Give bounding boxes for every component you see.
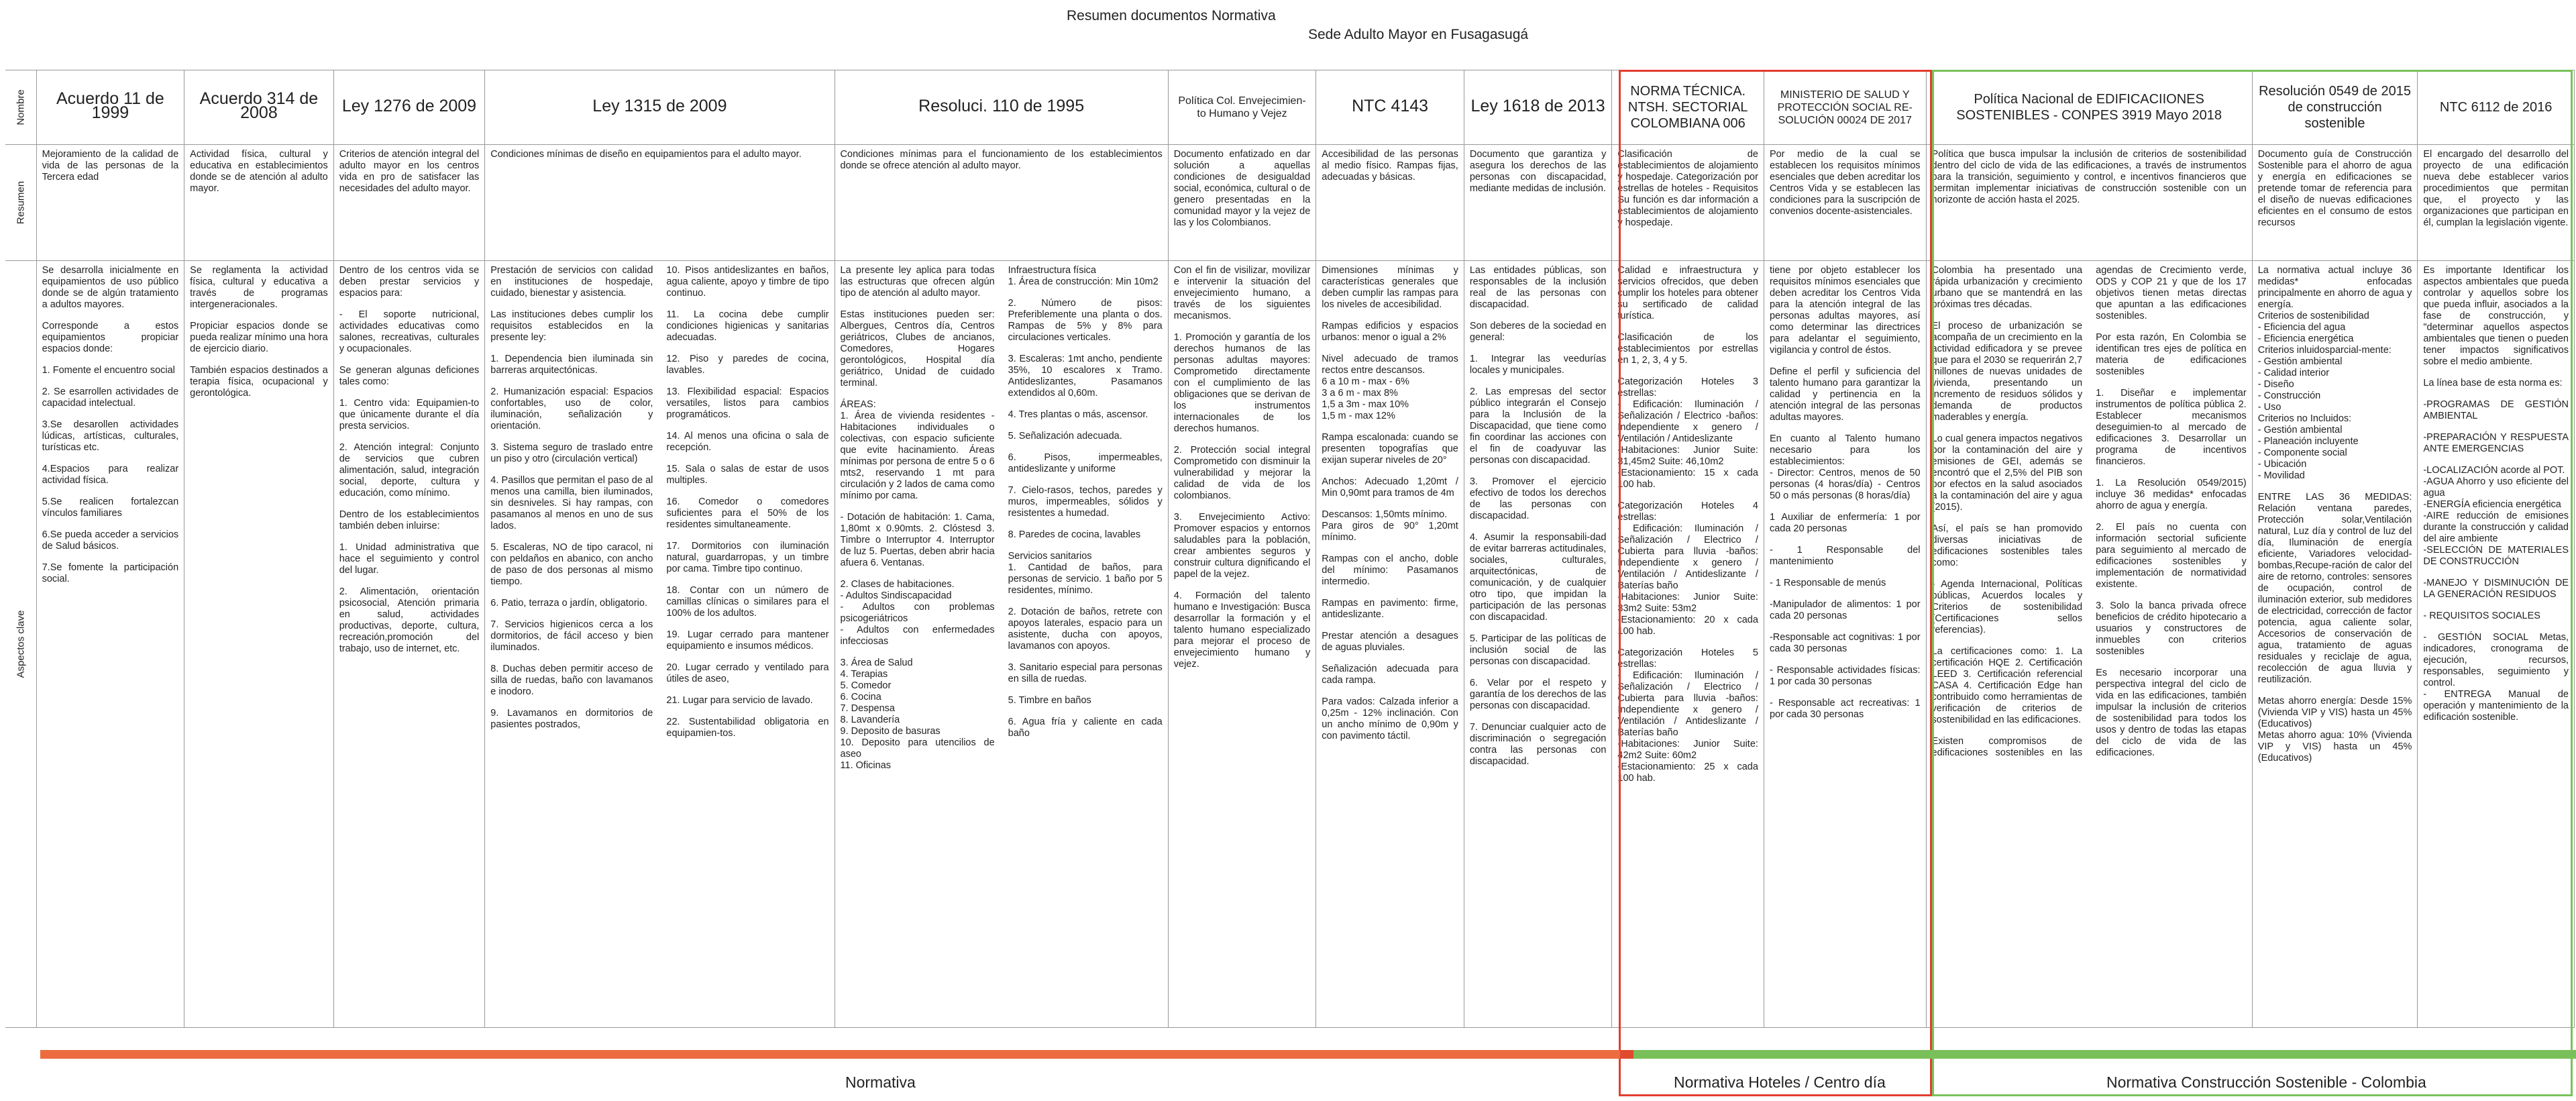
column-name-8: [1612, 70, 1764, 145]
column-title: NTC 6112 de 2016: [2439, 100, 2553, 115]
key-aspects-row: [5, 261, 2575, 1028]
column-name-3: [485, 70, 835, 145]
aspects-cell-7: [1464, 261, 1612, 1028]
column-title: Resolución 0549 de 2015 de construcción sostenible: [2259, 84, 2411, 131]
aspect-item: Dentro de los establecimientos también deben inluirse:: [339, 509, 480, 531]
aspect-item: -Manipulador de alimentos: 1 por cada 20 personas: [1769, 599, 1921, 621]
aspect-item: 3. Promover el ejercicio efectivo de todos los derechos de las personas con discapacidad.: [1469, 476, 1607, 521]
aspect-item: 15. Sala o salas de estar de usos multiples.: [666, 464, 829, 486]
aspect-item: Clasificación de los establecimientos por estrellas en 1, 2, 3, 4 y 5.: [1617, 332, 1758, 366]
aspects-cell-11: [2252, 261, 2418, 1028]
aspect-item: Se desarrolla inicialmente en equipamientos de uso público donde se de algún tratamiento a adultos mayores.: [42, 265, 179, 310]
aspects-cell-1: [184, 261, 334, 1028]
aspect-item: La normativa actual incluye 36 medidas* enfocadas principalmente en ahorro de agua y energía. Criterios de sostenibilidad - Eficiencia del agua - Eficiencia energética Criterios inluidosparcial-mente: - Gestión ambiental - Calidad interior - Diseño - Construcción - Uso Criterios no Incluidos: - Gestión ambiental - Planeación incluyente - Componente social - Ubicación - Movilidad: [2257, 265, 2412, 481]
aspect-item: Anchos: Adecuado 1,20mt / Min 0,90mt para tramos de 4m: [1322, 476, 1458, 499]
aspect-item: 1. Promoción y garantía de los derechos humanos de las personas adultas mayores: Comprometido directamente con el cumplimiento de las obligaciones que se derivan de los instrumentos internacionales de los derechos humanos.: [1173, 332, 1311, 434]
summary-cell-12: [2418, 145, 2575, 261]
aspect-item: - 1 Responsable de menús: [1769, 578, 1886, 588]
aspect-item: Con el fin de visilizar, movilizar e intervenir la situación del envejecimiento humano, a través de los siguientes mecanismos.: [1173, 265, 1311, 321]
summary-text: Documento que garantiza y asegura los derechos de las personas con discapacidad, mediante medidas de inclusión.: [1469, 149, 1607, 194]
aspect-item: ENTRE LAS 36 MEDIDAS: Relación ventana paredes, Protección solar,Ventilación natural, Luz día y control de luz del día, Iluminación de energía eficiente, Variadores velocidad-bombas,Recupe-ración de calor del aire de retorno, controles: sensores de ocupación, control de iluminación exterior, sub medidores de electricidad, corrección de factor potencia, agua caliente solar, Accesorios de conservación de agua, tratamiento de aguas residuales y reciclaje de agua, recolección de agua lluvia y reutilización.: [2257, 492, 2412, 685]
summary-cell-4: [835, 145, 1168, 261]
column-title: Resoluci. 110 de 1995: [918, 96, 1085, 115]
aspect-item: Es importante Identificar los aspectos ambientales que pueda controlar y aquellos sobre los que pueda influir, asociados a la fase de construcción, y "determinar aquellos aspectos ambientales que tienen o pueden tener impactos significativos sobre el medio ambiente.: [2423, 265, 2569, 367]
aspect-item: 12. Piso y paredes de cocina, lavables.: [666, 354, 829, 376]
aspects-cell-6: [1316, 261, 1464, 1028]
column-name-4: [835, 70, 1168, 145]
aspect-item: Rampas edificios y espacios urbanos: menor o igual a 2%: [1322, 321, 1458, 343]
aspect-item: 6. Agua fría y caliente en cada baño: [1008, 717, 1163, 739]
aspect-item: - GESTIÓN SOCIAL Metas, indicadores, cronograma de ejecución, recursos, responsables, seguimiento y control. - ENTREGA Manual de operación y mantenimiento de la edificación sostenible.: [2423, 632, 2569, 723]
aspect-item: 20. Lugar cerrado y ventilado para útiles de aseo,: [666, 662, 829, 684]
aspect-item: Colombia ha presentado una rápida urbanización y crecimiento urbano que se mantendrá en las próximas tres décadas.: [1931, 265, 2083, 310]
aspect-item: - El soporte nutricional, actividades educativas como salones, recreativas, culturales y ocupacionales.: [339, 309, 480, 354]
column-name-7: [1464, 70, 1612, 145]
aspect-item: 7. Cielo-rasos, techos, paredes y muros, impermeables, sólidos y resistentes a humedad.: [1008, 485, 1163, 519]
aspect-item: 14. Al menos una oficina o sala de recepción.: [666, 431, 829, 453]
aspect-item: 1. Fomente el encuentro social: [42, 365, 175, 376]
aspect-item: 5. Timbre en baños: [1008, 695, 1091, 706]
aspect-item: Es necesario incorporar una perspectiva integral del ciclo de vida en las edificaciones, también impulsar la inclusión de criterios de sostenibilidad para todos los usos y dentro de todas las etapas del ciclo de vida de las edificaciones.: [2096, 668, 2247, 758]
aspect-item: Por esta razón, En Colombia se identifican tres ejes de política en materia de edificaciones sostenibles: [2096, 332, 2247, 377]
aspect-item: También espacios destinados a terapia física, ocupacional y gerontológica.: [190, 365, 328, 399]
summary-text: Política que busca impulsar la inclusión de criterios de sostenibilidad dentro del ciclo de vida de las edificaciones, a través de instrumentos para la transición, seguimiento y control, e incentivos financieros que permitan implementar iniciativas de construcción sostenible con un horizonte de acción hasta el 2025.: [1931, 149, 2247, 205]
summary-cell-7: [1464, 145, 1612, 261]
aspect-item: 22. Sustentabilidad obligatoria en equipamien-tos.: [666, 717, 829, 739]
row-label-aspectos: Aspectos clave: [5, 261, 36, 1028]
column-name-10: [1926, 70, 2252, 145]
aspect-item: 10. Pisos antideslizantes en baños, agua caliente, apoyo y timbre de tipo continuo.: [666, 265, 829, 299]
aspect-item: El proceso de urbanización se acompaña de un crecimiento en la actividad edificadora y se prevee que para el 2030 se requerirán 2,7 millones de nuevas unidades de vivienda, presentando un incremento de residuos sólidos y demanda de productos maderables y energía.: [1931, 321, 2083, 423]
summary-text: Por medio de la cual se establecen los requisitos mínimos esenciales que deben acreditar los Centros Vida y se establecen las condiciones para la suscripción de convenios docente-asistenciales.: [1769, 149, 1921, 217]
aspects-cell-9: [1764, 261, 1926, 1028]
aspect-item: 9. Lavamanos en dormitorios de pasientes postrados,: [490, 708, 653, 730]
normativa-bar: [40, 1050, 1620, 1059]
aspect-item: - Dotación de habitación: 1. Cama, 1,80mt x 0.90mts. 2. Clóstesd 3. Timbre o Interruptor 4. Interruptor de luz 5. Puertas, deben abrir hacia afuera 6. Ventanas.: [840, 512, 995, 568]
summary-cell-10: [1926, 145, 2252, 261]
aspect-item: 13. Flexibilidad espacial: Espacios versatiles, listos para cambios programáticos.: [666, 386, 829, 420]
aspect-item: Propiciar espacios donde se pueda realizar mínimo una hora de ejercicio diario.: [190, 321, 328, 354]
aspects-cell-5: [1168, 261, 1316, 1028]
aspect-item: 1. La Resolución 0549/2015) incluye 36 medidas* enfocadas ahorro de agua y energía.: [2096, 478, 2247, 511]
aspect-item: 4. Asumir la responsabili-dad de evitar barreras actitudinales, sociales, culturales, arquitectónicas, de comunicación, y de cualquier otro tipo, que impidan la participación de las personas con discapacidad.: [1469, 532, 1607, 623]
aspect-item: 7. Servicios higienicos cerca a los dormitorios, de fácil acceso y bien iluminados.: [490, 619, 653, 653]
aspect-item: 2. Las empresas del sector público integrarán el Consejo para la Inclusión de la Discapacidad, que tiene como fin coordinar las acciones con el fin de coadyuvar las personas con discapacidad.: [1469, 386, 1607, 466]
aspect-item: 6.Se pueda acceder a servicios de Salud básicos.: [42, 529, 179, 552]
aspect-item: 3. Solo la banca privada ofrece beneficios de crédito hipotecario a usuarios y constructores de inmuebles con criterios sostenibles: [2096, 600, 2247, 657]
summary-cell-1: [184, 145, 334, 261]
summary-text: Clasificación de establecimientos de alojamiento y hospedaje. Categorización por estrellas de hoteles - Requisitos Su función es dar información a establecimientos de alojamiento y hospedaje.: [1617, 149, 1758, 228]
summary-text: Condiciones mínimas de diseño en equipamientos para el adulto mayor.: [490, 149, 802, 160]
summary-cell-2: [333, 145, 485, 261]
summary-text: El encargado del desarrollo del proyecto de una edificación nueva debe establecer varios procedimientos que permitan que, el proyecto y las organizaciones que participan en él, cumplan la legislación vigente.: [2423, 149, 2569, 228]
aspect-item: 2. Atención integral: Conjunto de servicios que cubren alimentación, salud, integración social, deporte, cultura y educación, como mínimo.: [339, 442, 480, 499]
aspect-item: 19. Lugar cerrado para mantener equipamiento e insumos médicos.: [666, 629, 829, 651]
column-name-6: [1316, 70, 1464, 145]
aspect-item: ÁREAS: 1. Área de vivienda residentes - Habitaciones individuales o colectivas, con espacio suficiente que evite hacinamiento. Áreas mínimas por persona de entre 5 o 6 mts2, reservando 1 mt para circulación y 2 lados de cama como mínimo por cama.: [840, 399, 995, 501]
aspect-item: 6. Velar por el respeto y garantía de los derechos de las personas con discapacidad.: [1469, 678, 1607, 711]
aspect-item: 7. Denunciar cualquier acto de discriminación o segregación contra las personas con discapacidad.: [1469, 722, 1607, 767]
summary-cell-8: [1612, 145, 1764, 261]
aspect-item: 3. Envejecimiento Activo: Promover espacios y entornos saludables para la población, crear ambientes seguros y construir cultura dignificando el papel de la vejez.: [1173, 512, 1311, 580]
aspect-item: 2. Humanización espacial: Espacios confortables, uso de color, iluminación, señalización y orientación.: [490, 386, 653, 431]
aspects-cell-3: [485, 261, 835, 1028]
summary-text: Mejoramiento de la calidad de vida de las personas de la Tercera edad: [42, 149, 179, 182]
aspect-item: 4. Tres plantas o más, ascensor.: [1008, 409, 1148, 420]
aspect-item: Metas ahorro energía: Desde 15% (Vivienda VIP y VIS) hasta un 45% (Educativos) Metas ahorro agua: 10% (Vivienda VIP y VIS) hasta un 45% (Educativos): [2257, 696, 2412, 764]
aspect-item: tiene por objeto establecer los requisitos mínimos esenciales que deben acreditar los Centros Vida para la atención integral de las personas adultas mayores, así como determinar las directrices para adelantar el seguimiento, vigilancia y control de éstos.: [1769, 265, 1921, 356]
column-title: Ley 1618 de 2013: [1470, 96, 1605, 115]
column-name-1: [184, 70, 334, 145]
aspect-item: Rampas con el ancho, doble del mínimo: Pasamanos intermedio.: [1322, 554, 1458, 587]
column-title: Ley 1276 de 2009: [341, 96, 477, 115]
aspect-item: Así, el país se han promovido diversas iniciativas de edificaciones sostenibles tales como:: [1931, 523, 2083, 568]
aspect-item: 2. Número de pisos: Preferiblemente una planta o dos. Rampas de 5% y 8% para circulaciones verticales.: [1008, 298, 1163, 343]
summary-text: Criterios de atención integral del adulto mayor en los centros vida en pro de satisfacer las necesidades del adulto mayor.: [339, 149, 480, 194]
aspect-item: La línea base de esta norma es:: [2423, 378, 2563, 388]
column-name-12: [2418, 70, 2575, 145]
column-name-0: [36, 70, 184, 145]
aspect-item: 2. El país no cuenta con información sectorial suficiente para seguimiento al mercado de edificaciones sostenibles y implementación de normatividad existente.: [2096, 522, 2247, 590]
aspect-item: 3.Se desarollen actividades lúdicas, artísticas, culturales, turísticas etc.: [42, 419, 179, 453]
aspect-item: 1. Integrar las veedurías locales y municipales.: [1469, 354, 1607, 376]
aspect-item: Calidad e infraestructura y servicios ofrecidos, que deben cumplir los hoteles para obtener su sertificado de calidad turística.: [1617, 265, 1758, 321]
aspects-cell-4: [835, 261, 1168, 1028]
title-block: [0, 3, 2576, 50]
aspect-item: 2. Se esarrollen actividades de capacidad intelectual.: [42, 386, 179, 409]
aspect-item: Nivel adecuado de tramos rectos entre descansos. 6 a 10 m - max - 6% 3 a 6 m - max 8% 1,5 a 3m - max 10% 1,5 m - max 12%: [1322, 354, 1458, 421]
aspect-item: Para vados: Calzada inferior a 0,25m - 12% inclinación. Con un ancho mínimo de 0,90m y con pavimento táctil.: [1322, 696, 1458, 741]
summary-cell-6: [1316, 145, 1464, 261]
summary-row: [5, 145, 2575, 261]
sustainable-bar: [1633, 1050, 2576, 1059]
aspect-item: 7.Se fomente la participación social.: [42, 562, 179, 584]
aspect-item: Estas instituciones pueden ser: Albergues, Centros día, Centros geriátricos, Clubes de ancianos, Comedores, Hogares gerontológicos, Hospital día geriátrico, Unidad de cuidado terminal.: [840, 309, 995, 388]
column-title: Acuerdo 11 de 1999: [56, 89, 164, 122]
summary-text: Actividad física, cultural y educativa en establecimientos donde se de atención al adulto mayor.: [190, 149, 328, 194]
aspect-item: 5.Se realicen fortalezcan vínculos familiares: [42, 496, 179, 519]
aspect-item: 1. Centro vida: Equipamien-to que únicamente durante el día presta servicios.: [339, 398, 480, 431]
column-title: Política Nacional de EDIFICACIIONES SOSTENIBLES - CONPES 3919 Mayo 2018: [1956, 92, 2222, 123]
aspect-item: 2. Alimentación, orientación psicosocial, Atención primaria en salud, actividades productivas, deporte, cultura, recreación,promoción del trabajo, uso de internet, etc.: [339, 586, 480, 654]
footer-hoteles: Normativa Hoteles / Centro día: [1674, 1073, 1886, 1091]
aspect-item: Rampas en pavimento: firme, antideslizante.: [1322, 598, 1458, 620]
aspect-item: 5. Escaleras, NO de tipo caracol, ni con peldaños en abanico, con ancho de paso de dos personas al mismo tiempo.: [490, 542, 653, 587]
summary-cell-0: [36, 145, 184, 261]
aspect-item: 6. Patio, terraza o jardín, obligatorio.: [490, 598, 647, 609]
normativa-table: [5, 70, 2575, 1028]
aspect-item: 4. Pasillos que permitan el paso de al menos una camilla, bien iluminados, sin desniveles. Si hay rampas, con pasamanos al menos en uno de sus lados.: [490, 475, 653, 531]
aspect-item: 3. Área de Salud 4. Terapias 5. Comedor 6. Cocina 7. Despensa 8. Lavandería 9. Deposito de basuras 10. Deposito para utencilios de aseo 11. Oficinas: [840, 658, 995, 771]
aspect-item: Descansos: 1,50mts mínimo. Para giros de 90° 1,20mt mínimo.: [1322, 509, 1458, 543]
aspects-cell-2: [333, 261, 485, 1028]
aspect-item: 4. Formación del talento humano e Investigación: Busca desarrollar la formación y el talento humano especializado para mejorar el proceso de envejecimiento humano y vejez.: [1173, 590, 1311, 670]
aspect-item: -PREPARACIÓN Y RESPUESTA ANTE EMERGENCIAS: [2423, 432, 2569, 454]
aspect-item: 2. Protección social integral Comprometido con disminuir la vulnerabilidad y mejorar la calidad de vida de los colombianos.: [1173, 445, 1311, 501]
column-name-2: [333, 70, 485, 145]
aspect-item: 4.Espacios para realizar actividad física.: [42, 464, 179, 486]
aspect-item: La presente ley aplica para todas las estructuras que ofrecen algún tipo de atención al adulto mayor.: [840, 265, 995, 299]
summary-cell-5: [1168, 145, 1316, 261]
column-title: NTC 4143: [1352, 96, 1429, 115]
aspect-item: Rampa escalonada: cuando se presenten topografías que exijan superar niveles de 20°: [1322, 432, 1458, 466]
footer-sostenible: Normativa Construcción Sostenible - Colombia: [2106, 1073, 2426, 1091]
aspect-item: Categorización Hoteles 5 estrellas: - Edificación: Iluminación / Señalización / Electrico / Cubierta para lluvia -baños: Independiente x genero / Ventilación / Antideslizante / Baterías baño -Habitaciones: Junior Suite: 42m2 Suite: 60m2 -Estacionamiento: 25 x cada 100 hab.: [1617, 647, 1758, 784]
aspect-item: 5. Participar de las políticas de inclusión social de las personas con discapacidad.: [1469, 633, 1607, 667]
aspect-item: Lo cual genera impactos negativos por la contaminación del aire y emisiones de GEI, además se encontró que el 2,5% del PIB son por efectos en la salud asociados a la contaminación del aire y agua (2015).: [1931, 433, 2083, 513]
aspect-item: 16. Comedor o comedores suficientes para el 50% de los residentes simultaneamente.: [666, 496, 829, 530]
aspect-item: -Responsable act cognitivas: 1 por cada 30 personas: [1769, 632, 1921, 654]
aspect-item: La certificaciones como: 1. La certificación HQE 2. Certificación LEED 3. Certificación referencial CASA 4. Certificación Edge han contribuido como herramientas de verificación de criterios de sostenibilidad en las edificaciones.: [1931, 646, 2083, 725]
aspects-cell-12: [2418, 261, 2575, 1028]
aspect-item: 6. Pisos, impermeables, antideslizante y uniforme: [1008, 452, 1163, 474]
aspect-item: - REQUISITOS SOCIALES: [2423, 611, 2540, 621]
aspect-item: 17. Dormitorios con iluminación natural, guardarropas, y un timbre por cama. Timbre tipo continuo.: [666, 541, 829, 574]
summary-text: Accesibilidad de las personas al medio físico. Rampas fijas, adecuadas y básicas.: [1322, 149, 1458, 182]
aspect-item: Categorización Hoteles 4 estrellas: - Edificación: Iluminación / Señalización / Electrico / Cubierta para lluvia -baños: Independiente x genero / Ventilación / Antideslizante / Baterías baño -Habitaciones: Junior Suite: 33m2 Suite: 53m2 -Estacionamiento: 20 x cada 100 hab.: [1617, 501, 1758, 637]
column-name-9: [1764, 70, 1926, 145]
aspect-item: En cuanto al Talento humano necesario para los establecimientos: - Director: Centros, menos de 50 personas (4 horas/día) - Centros 50 o más personas (8 horas/día): [1769, 433, 1921, 501]
aspect-item: Prestación de servicios con calidad en instituciones de hospedaje, cuidado, bienestar y asistencia.: [490, 265, 653, 299]
aspect-item: Se reglamenta la actividad física, cultural y educativa a través de programas intergeneracionales.: [190, 265, 328, 310]
summary-cell-3: [485, 145, 835, 261]
aspect-item: Categorización Hoteles 3 estrellas: - Edificación: Iluminación / Señalización / Electrico -baños: Independiente x genero / Ventilación / Antideslizante -Habitaciones: Junior Suite: 31,45m2 Suite: 46,10m2 -Estacionamiento: 15 x cada 100 hab.: [1617, 376, 1758, 490]
aspect-item: - Agenda Internacional, Políticas públicas, Acuerdos locales y Criterios de sostenibilidad (Certificaciones sellos referencias).: [1931, 579, 2083, 635]
column-name-11: [2252, 70, 2418, 145]
document-subtitle: Sede Adulto Mayor en Fusagasugá: [1308, 27, 1529, 42]
aspect-item: 21. Lugar para servicio de lavado.: [666, 695, 813, 706]
aspects-cell-8: [1612, 261, 1764, 1028]
footer-normativa: Normativa: [845, 1073, 916, 1091]
aspect-item: Infraestructura física 1. Área de construcción: Min 10m2: [1008, 265, 1159, 287]
summary-cell-11: [2252, 145, 2418, 261]
aspect-item: - Responsable actividades físicas: 1 por cada 30 personas: [1769, 665, 1921, 687]
aspect-item: 5. Señalización adecuada.: [1008, 431, 1122, 441]
aspect-item: 3. Sanitario especial para personas en silla de ruedas.: [1008, 662, 1163, 684]
aspect-item: Servicios sanitarios 1. Cantidad de baños, para personas de servicio. 1 baño por 5 residentes, mínimo.: [1008, 551, 1163, 596]
aspect-item: Prestar atención a desagues de aguas pluviales.: [1322, 631, 1458, 653]
aspect-item: Dentro de los centros vida se deben prestar servicios y espacios para:: [339, 265, 480, 299]
aspect-item: Señalización adecuada para cada rampa.: [1322, 664, 1458, 686]
hotels-bar: [1620, 1050, 1633, 1059]
summary-cell-9: [1764, 145, 1926, 261]
aspect-item: -PROGRAMAS DE GESTIÓN AMBIENTAL: [2423, 399, 2569, 421]
column-title: Política Col. Envejecimien-to Humano y Vejez: [1178, 95, 1306, 119]
aspect-item: 1. Unidad administrativa que hace el seguimiento y control del lugar.: [339, 542, 480, 576]
aspect-item: 3. Sistema seguro de traslado entre un piso y otro (circulación vertical): [490, 442, 653, 464]
document-title: Resumen documentos Normativa: [1067, 8, 1276, 23]
aspects-cell-10: [1926, 261, 2252, 1028]
aspect-item: 1. Dependencia bien iluminada sin barreras arquitectónicas.: [490, 354, 653, 376]
aspect-item: 2. Dotación de baños, retrete con apoyos laterales, espacio para un asistente, ducha con apoyos, lavamanos con apoyos.: [1008, 607, 1163, 651]
names-row: [5, 70, 2575, 145]
summary-text: Condiciones mínimas para el funcionamiento de los establecimientos donde se ofrece atención al adulto mayor.: [840, 149, 1163, 171]
aspect-item: Corresponde a estos equipamientos propiciar espacios donde:: [42, 321, 179, 354]
row-label-nombre: Nombre: [5, 70, 36, 145]
category-bars: [40, 1050, 2576, 1059]
aspect-item: Son deberes de la sociedad en general:: [1469, 321, 1607, 343]
aspect-item: -MANEJO Y DISMINUCIÓN DE LA GENERACIÓN RESIDUOS: [2423, 578, 2569, 600]
aspect-item: 18. Contar con un número de camillas clínicas o similares para el 100% de los adultos.: [666, 585, 829, 619]
aspect-item: 3. Escaleras: 1mt ancho, pendiente 35%, 10 escalores x Tramo. Antideslizantes, Pasamanos extendidos al 0,60m.: [1008, 354, 1163, 399]
aspect-item: 1. Diseñar e implementar instrumentos de política pública 2. Establecer mecanismos deseguimien-to al mercado de edificaciones 3. Desarrollar un programa de incentivos financieros.: [2096, 388, 2247, 467]
aspect-item: 8. Duchas deben permitir acceso de silla de ruedas, baño con lavamanos e inodoro.: [490, 664, 653, 697]
aspect-item: Dimensiones mínimas y características generales que deben cumplir las rampas para los niveles de accesibilidad.: [1322, 265, 1458, 310]
aspect-item: 1 Auxiliar de enfermería: 1 por cada 20 personas: [1769, 512, 1921, 534]
aspect-item: - 1 Responsable del mantenimiento: [1769, 545, 1921, 567]
column-title: Acuerdo 314 de 2008: [199, 89, 319, 122]
aspect-item: 8. Paredes de cocina, lavables: [1008, 529, 1141, 540]
aspect-item: Se generan algunas deficiones tales como:: [339, 365, 480, 387]
summary-text: Documento enfatizado en dar solución a aquellas condiciones de desigualdad social, económica, cultural o de genero presentadas en la comunidad mayor y la vejez de las y los Colombianos.: [1173, 149, 1311, 228]
aspect-item: Existen compromisos de edificaciones sostenibles en las agendas de Crecimiento verde, ODS y COP 21 y que de los 17 objetivos tienen metas directas que apuntan a las edificaciones sostenibles.: [1931, 265, 2247, 758]
aspects-cell-0: [36, 261, 184, 1028]
aspect-item: 2. Clases de habitaciones. - Adultos Sindiscapacidad - Adultos con problemas psicogeriátricos - Adultos con enfermedades infecciosas: [840, 579, 995, 647]
aspect-item: Las instituciones debes cumplir los requisitos establecidos en la presente ley:: [490, 309, 653, 343]
row-label-resumen: Resumen: [5, 145, 36, 261]
column-title: Ley 1315 de 2009: [592, 96, 727, 115]
aspect-item: 11. La cocina debe cumplir condiciones higienicas y sanitarias adecuadas.: [666, 309, 829, 343]
aspect-item: - Responsable act recreativas: 1 por cada 30 personas: [1769, 698, 1921, 720]
aspect-item: Las entidades públicas, son responsables de la inclusión real de las personas con discapacidad.: [1469, 265, 1607, 310]
summary-text: Documento guía de Construcción Sostenible para el ahorro de agua y energía en edificaciones se pretende tomar de referencia para el diseño de nuevas edificaciones eficientes en el consumo de estos recursos: [2257, 149, 2412, 228]
column-title: NORMA TÉCNICA. NTSH. SECTORIAL COLOMBIANA 006: [1627, 84, 1748, 131]
column-name-5: [1168, 70, 1316, 145]
column-title: MINISTERIO DE SALUD Y PROTECCIÓN SOCIAL RE-SOLUCIÓN 00024 DE 2017: [1777, 89, 1913, 126]
aspect-item: -LOCALIZACIÓN acorde al POT. -AGUA Ahorro y uso eficiente del agua -ENERGÍA eficiencia energética -AIRE reducción de emisiones durante la construcción y calidad del aire ambiente -SELECCIÓN DE MATERIALES DE CONSTRUCCIÓN: [2423, 465, 2569, 567]
aspect-item: Define el perfil y suficiencia del talento humano para garantizar la calidad y pertinencia en la atención integral de las personas adultas mayores.: [1769, 366, 1921, 423]
